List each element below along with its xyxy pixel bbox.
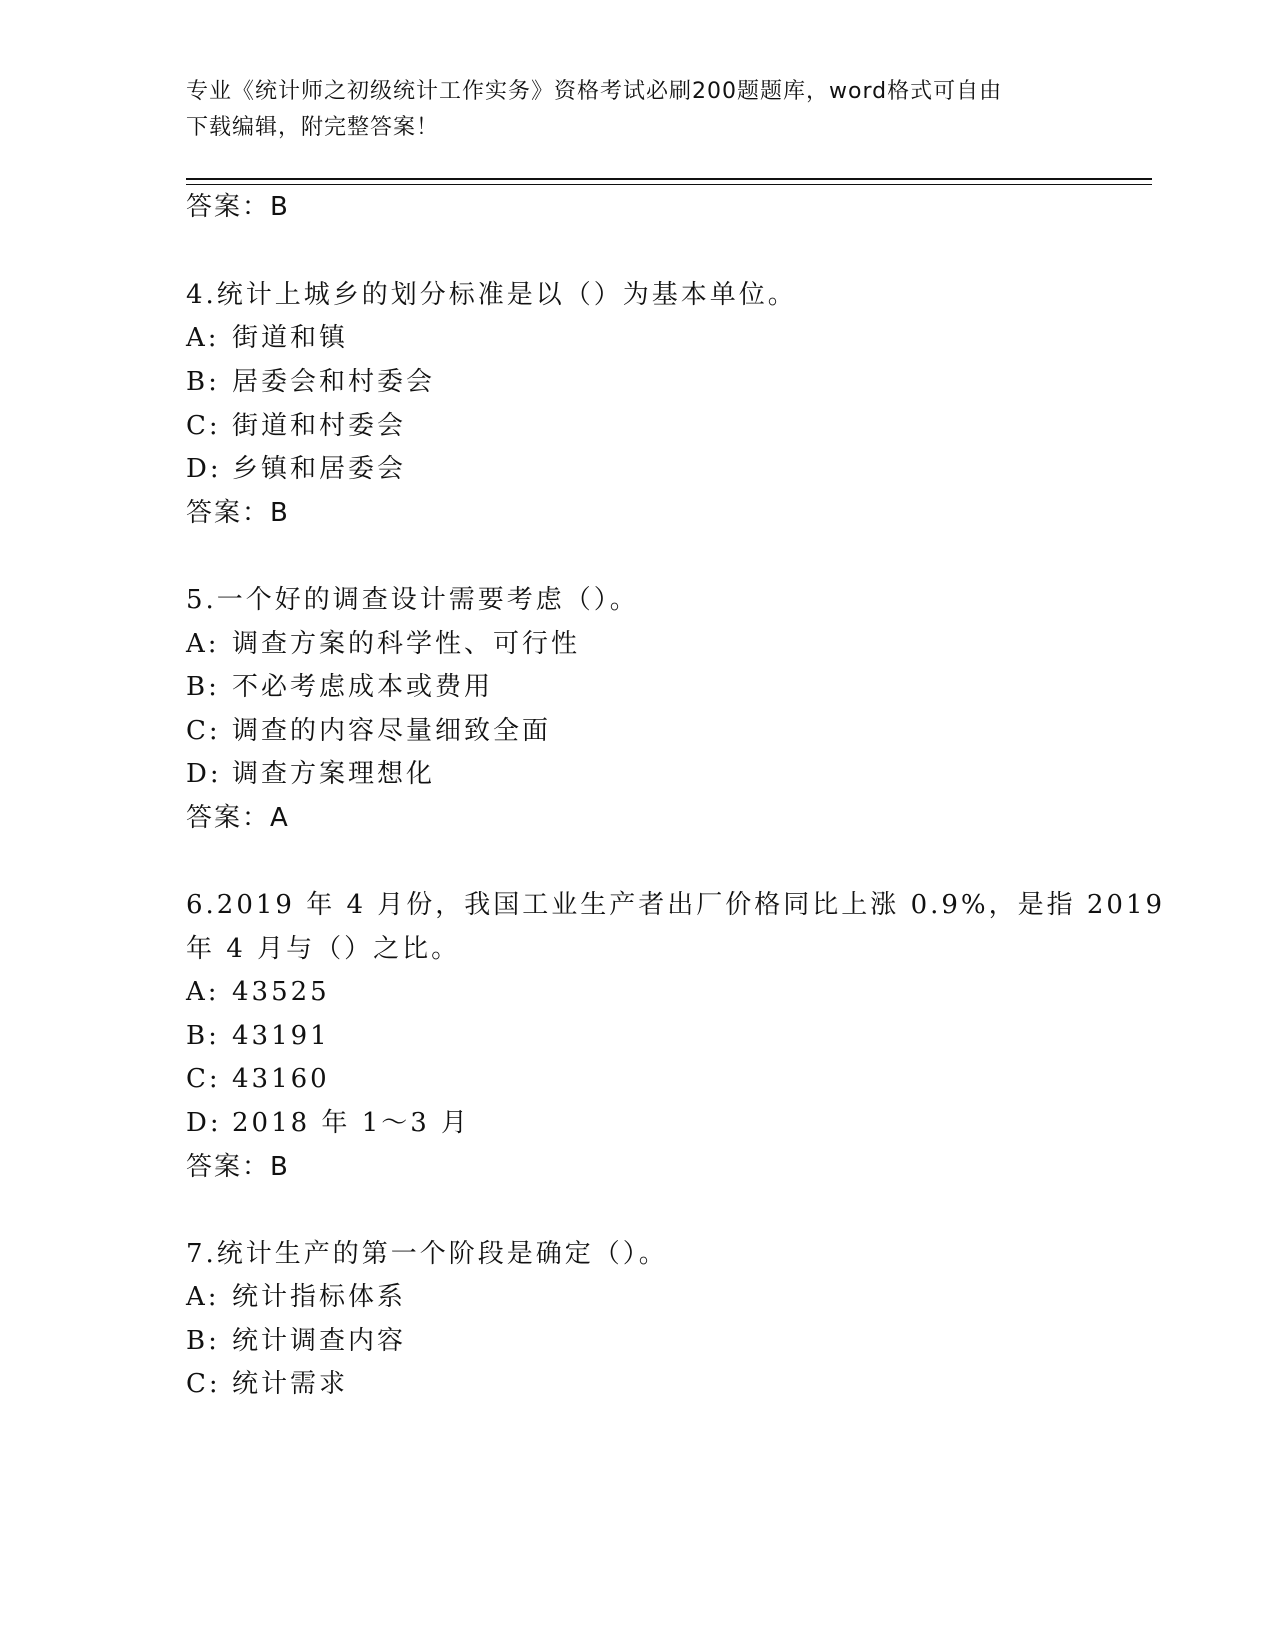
- option-text: 43191: [232, 1021, 330, 1051]
- option-letter: B:: [186, 1021, 220, 1051]
- answer-q5: 答案：A: [186, 803, 290, 833]
- option-text: 统计调查内容: [232, 1326, 407, 1356]
- document-header: [186, 74, 1086, 146]
- question-4-option-a: [186, 321, 348, 355]
- option-text: 乡镇和居委会: [232, 454, 407, 484]
- option-text: 居委会和村委会: [232, 367, 436, 397]
- option-text: 调查方案理想化: [232, 759, 436, 789]
- header-divider-thin: [186, 184, 1152, 185]
- answer-q6: 答案：B: [186, 1152, 290, 1182]
- question-7-option-c: [186, 1367, 348, 1401]
- option-letter: D:: [186, 1108, 222, 1138]
- option-text: 调查的内容尽量细致全面: [232, 716, 552, 746]
- question-5-option-b: [186, 670, 493, 704]
- option-text: 调查方案的科学性、可行性: [232, 629, 581, 659]
- option-text: 43160: [232, 1064, 330, 1094]
- option-text: 43525: [232, 977, 330, 1007]
- question-7-option-b: [186, 1324, 406, 1358]
- question-5-option-d: [186, 757, 435, 791]
- question-4-option-b: [186, 365, 435, 399]
- option-text: 街道和村委会: [232, 411, 407, 441]
- question-6-option-d: [186, 1106, 470, 1140]
- option-letter: B:: [186, 1326, 220, 1356]
- question-6-option-b: [186, 1019, 330, 1053]
- question-6-stem-line-1: 6.2019 年 4 月份，我国工业生产者出厂价格同比上涨 0.9%，是指 2019: [186, 890, 1166, 920]
- question-6-option-c: [186, 1062, 330, 1096]
- question-7-stem: 7.统计生产的第一个阶段是确定（）。: [186, 1239, 668, 1269]
- header-line-2: 下载编辑，附完整答案！: [186, 115, 440, 140]
- header-divider-thick: [186, 178, 1152, 180]
- header-line-1: 专业《统计师之初级统计工作实务》资格考试必刷200题题库，word格式可自由: [186, 79, 1003, 104]
- answer-q3: 答案：B: [186, 192, 290, 222]
- option-letter: C:: [186, 411, 221, 441]
- option-text: 统计需求: [232, 1369, 349, 1399]
- option-letter: B:: [186, 367, 220, 397]
- question-4-option-c: [186, 409, 406, 443]
- question-7-option-a: [186, 1280, 406, 1314]
- option-letter: D:: [186, 454, 222, 484]
- question-5-option-c: [186, 714, 551, 748]
- option-text: 2018 年 1～3 月: [232, 1108, 471, 1138]
- option-letter: D:: [186, 759, 222, 789]
- option-text: 街道和镇: [232, 323, 349, 353]
- option-letter: A:: [186, 1282, 220, 1312]
- option-letter: A:: [186, 977, 220, 1007]
- option-letter: C:: [186, 1064, 221, 1094]
- question-4-option-d: [186, 452, 406, 486]
- option-letter: A:: [186, 323, 220, 353]
- question-6-stem-line-2: 年 4 月与（）之比。: [186, 934, 461, 964]
- option-letter: B:: [186, 672, 220, 702]
- option-text: 不必考虑成本或费用: [232, 672, 494, 702]
- question-5-stem: 5.一个好的调查设计需要考虑（）。: [186, 585, 639, 615]
- question-4-stem: 4.统计上城乡的划分标准是以（）为基本单位。: [186, 280, 797, 310]
- question-5-option-a: [186, 627, 580, 661]
- option-letter: C:: [186, 1369, 221, 1399]
- question-6-option-a: [186, 975, 330, 1009]
- option-letter: C:: [186, 716, 221, 746]
- answer-q4: 答案：B: [186, 498, 290, 528]
- option-letter: A:: [186, 629, 220, 659]
- option-text: 统计指标体系: [232, 1282, 407, 1312]
